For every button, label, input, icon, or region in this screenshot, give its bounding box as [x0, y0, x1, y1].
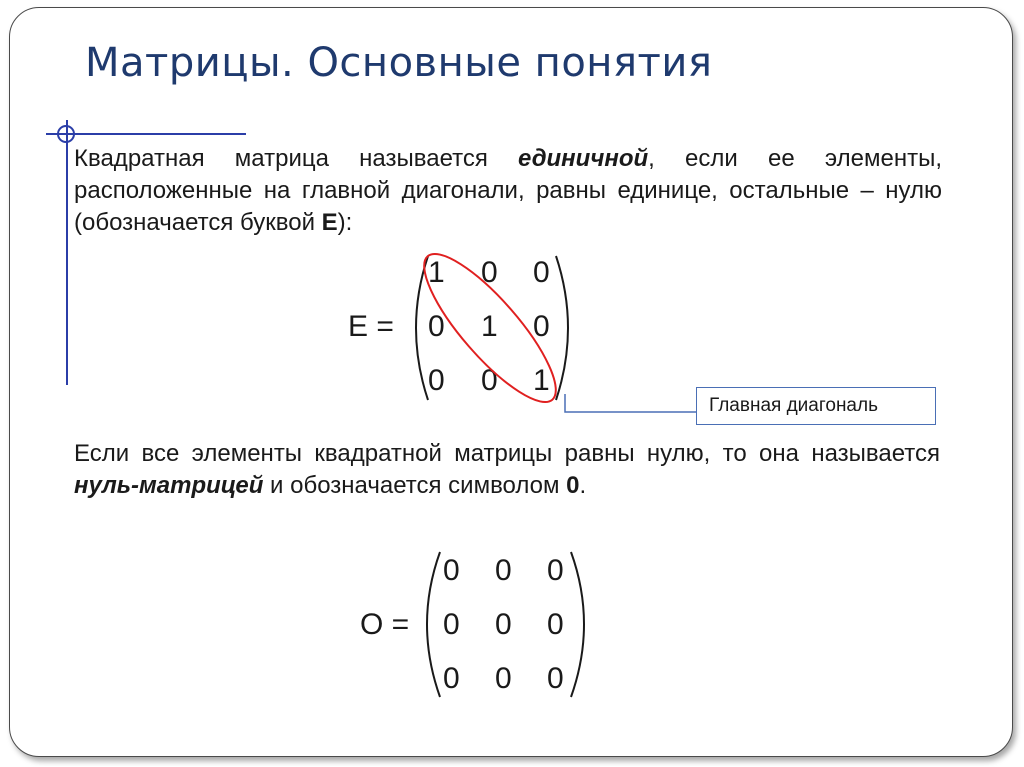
identity-matrix-label: E =	[348, 310, 394, 343]
symbol-e: E	[321, 209, 338, 236]
identity-cell: 0	[533, 256, 550, 289]
zero-cell: 0	[443, 554, 460, 587]
definition-text: ):	[337, 209, 353, 236]
identity-cell: 0	[533, 310, 550, 343]
zero-matrix-definition	[74, 438, 940, 502]
definition-text: Квадратная матрица называется	[74, 145, 519, 172]
zero-cell: 0	[443, 608, 460, 641]
identity-cell: 0	[428, 310, 445, 343]
zero-cell: 0	[547, 662, 564, 695]
identity-cell: 1	[481, 310, 498, 343]
term-zero-matrix: нуль-матрицей	[74, 472, 264, 499]
zero-left-bracket	[427, 552, 440, 697]
zero-cell: 0	[443, 662, 460, 695]
definition-text: и обозначается символом	[263, 472, 567, 499]
slide-title: Матрицы. Основные понятия	[85, 40, 713, 86]
main-diagonal-callout: Главная диагональ	[696, 387, 936, 425]
identity-cell: 0	[428, 364, 445, 397]
zero-cell: 0	[547, 554, 564, 587]
zero-cell: 0	[495, 608, 512, 641]
identity-cell: 1	[533, 364, 550, 397]
zero-right-bracket	[571, 552, 584, 697]
callout-connector-line	[565, 394, 696, 412]
symbol-zero: 0	[566, 472, 580, 499]
definition-text: , если ее элементы, расположенные на главной диагонали, равны единице, остальные – нулю (обозначается буквой	[74, 145, 942, 236]
identity-right-bracket	[556, 256, 568, 400]
identity-cell: 0	[481, 364, 498, 397]
definition-text: .	[579, 472, 587, 499]
zero-cell: 0	[495, 554, 512, 587]
definition-text: Если все элементы квадратной матрицы равны нулю, то она называется	[74, 440, 940, 467]
zero-matrix-label: O =	[360, 608, 410, 641]
zero-cell: 0	[547, 608, 564, 641]
identity-cell: 1	[428, 256, 445, 289]
identity-cell: 0	[481, 256, 498, 289]
term-identity: единичной	[518, 145, 649, 172]
zero-cell: 0	[495, 662, 512, 695]
